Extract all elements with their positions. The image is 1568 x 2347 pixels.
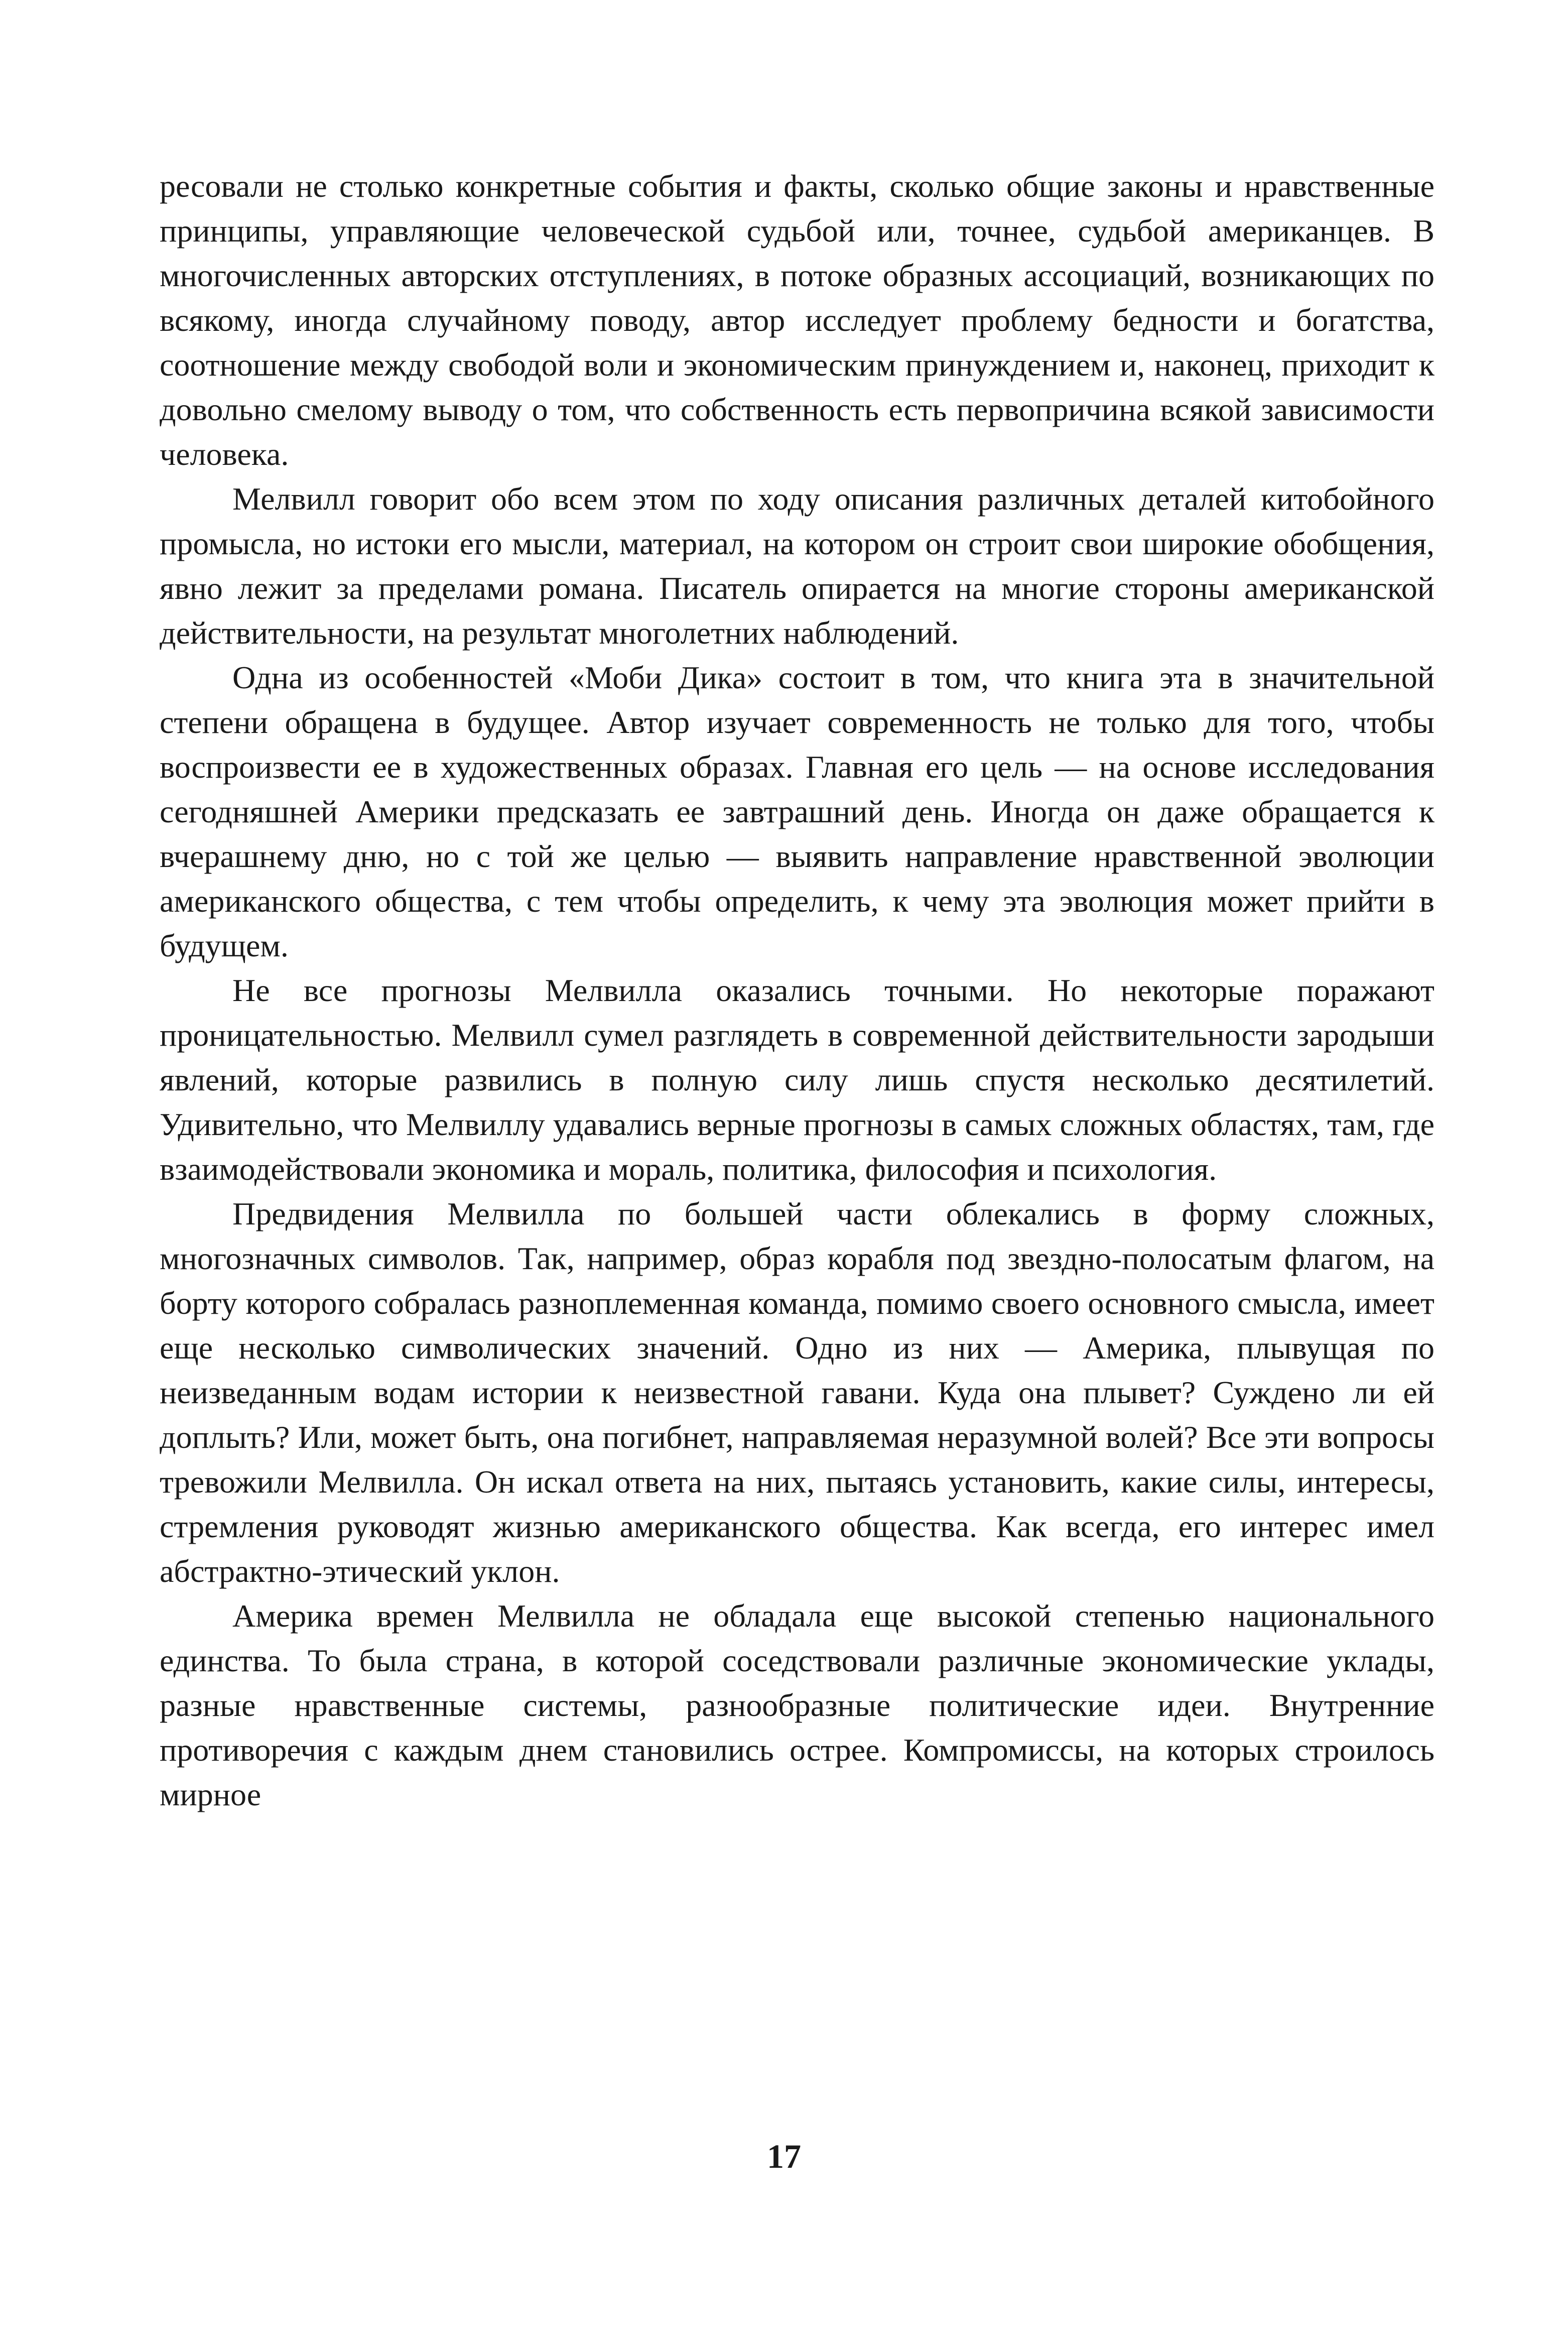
paragraph-1: ресовали не столько конкретные события и факты, сколько общие законы и нравственные принципы, управляющие человеческой судьбой или, точнее, судьбой американцев. В многочисленных авторских отступлениях, в потоке образных ассоциаций, возникающих по всякому, иногда случайному поводу, автор исследует проблему бедности и богатства, соотношение между свободой воли и экономическим принуждением и, наконец, приходит к довольно смелому выводу о том, что собственность есть первопричина всякой зависимости человека. (160, 168, 1434, 472)
paragraph-5: Предвидения Мелвилла по большей части облекались в форму сложных, многозначных символов. Так, например, образ корабля под звездно-полосатым флагом, на борту которого собралась разноплеменная команда, помимо своего основного смысла, имеет еще несколько символических значений. Одно из них — Америка, плывущая по неизведанным водам истории к неизвестной гавани. Куда она плывет? Суждено ли ей доплыть? Или, может быть, она погибнет, направляемая неразумной волей? Все эти вопросы тревожили Мелвилла. Он искал ответа на них, пытаясь установить, какие силы, интересы, стремления руководят жизнью американского общества. Как всегда, его интерес имел абстрактно-этический уклон. (160, 1196, 1434, 1589)
paragraph-4: Не все прогнозы Мелвилла оказались точными. Но некоторые поражают проницательностью. Мелвилл сумел разглядеть в современной действительности зародыши явлений, которые развились в полную силу лишь спустя несколько десятилетий. Удивительно, что Мелвиллу удавались верные прогнозы в самых сложных областях, там, где взаимодействовали экономика и мораль, политика, философия и психология. (160, 972, 1434, 1187)
paragraph-3: Одна из особенностей «Моби Дика» состоит в том, что книга эта в значительной степени обращена в будущее. Автор изучает современность не только для того, чтобы воспроизвести ее в художественных образах. Главная его цель — на основе исследования сегодняшней Америки предсказать ее завтрашний день. Иногда он даже обращается к вчерашнему дню, но с той же целью — выявить направление нравственной эволюции американского общества, с тем чтобы определить, к чему эта эволюция может прийти в будущем. (160, 660, 1434, 963)
page-number: 17 (767, 2137, 801, 2175)
page-body (160, 164, 1434, 1817)
paragraph-2: Мелвилл говорит обо всем этом по ходу описания различных деталей китобойного промысла, но истоки его мысли, материал, на котором он строит свои широкие обобщения, явно лежит за пределами романа. Писатель опирается на многие стороны американской действительности, на результат многолетних наблюдений. (160, 481, 1434, 651)
paragraph-6: Америка времен Мелвилла не обладала еще высокой степенью национального единства. То была страна, в которой соседствовали различные экономические уклады, разные нравственные системы, разнообразные политические идеи. Внутренние противоречия с каждым днем становились острее. Компромиссы, на которых строилось мирное (160, 1598, 1434, 1812)
